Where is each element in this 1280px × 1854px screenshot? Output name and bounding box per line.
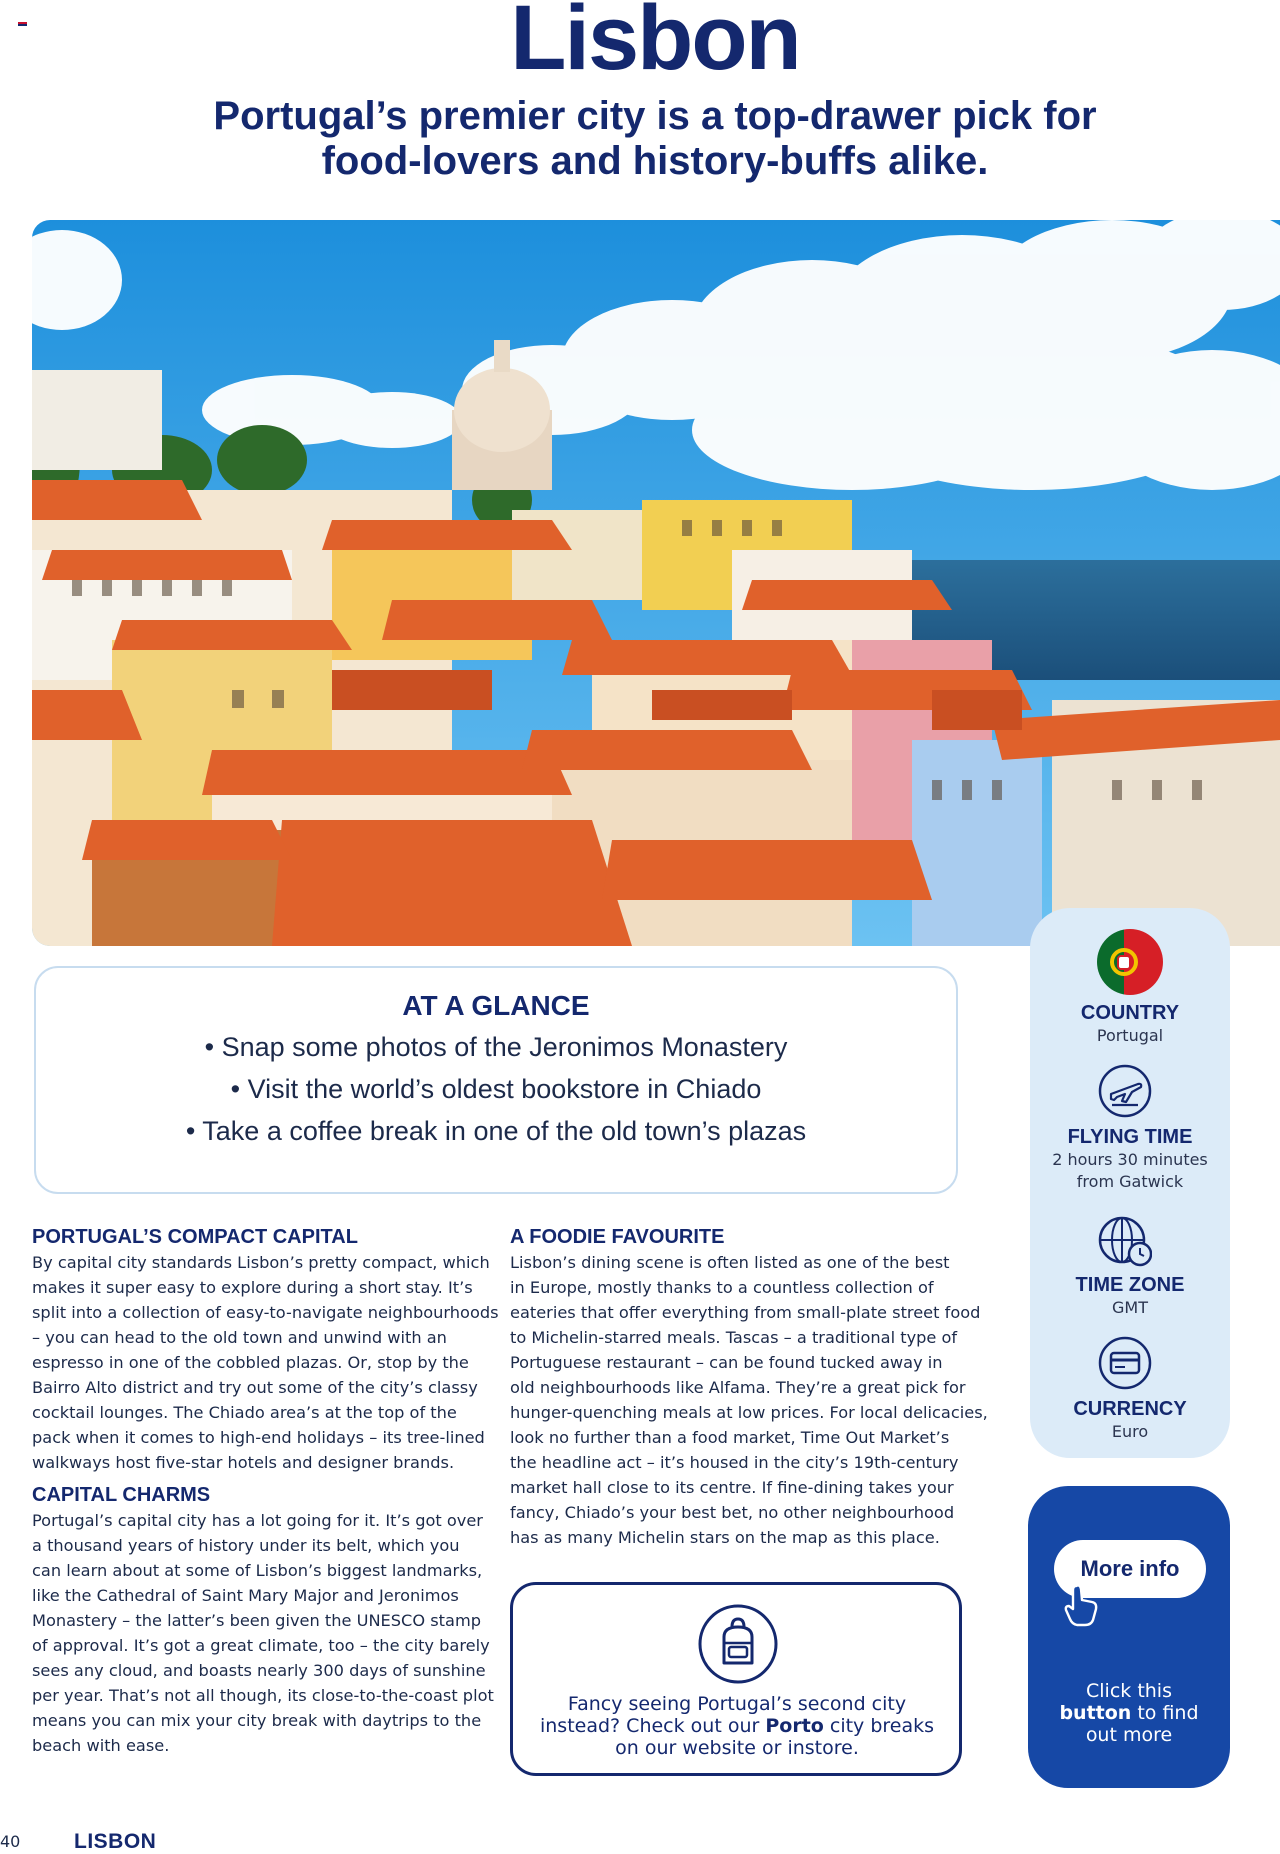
body-line: per year. That’s not all though, its close-to-the-coast plot [32, 1686, 494, 1705]
fact-currency-value: Euro [1111, 1422, 1149, 1441]
backpack-icon [697, 1603, 779, 1685]
porto-line-2-pre: instead? Check out our [539, 1715, 766, 1737]
body-line: like the Cathedral of Saint Mary Major and Jeronimos [32, 1586, 459, 1605]
body-line: cocktail lounges. The Chiado area’s at the top of the [32, 1403, 457, 1422]
globe-clock-icon [1098, 1214, 1152, 1268]
key-facts-panel [1030, 908, 1230, 1458]
body-line: old neighbourhoods like Alfama. They’re a great pick for [510, 1378, 966, 1397]
fact-currency [1030, 1398, 1230, 1443]
body-line: – you can head to the old town and unwind with an [32, 1328, 447, 1347]
section-body-compact-capital [32, 1250, 502, 1475]
page-subtitle [150, 94, 1160, 184]
fact-time-zone-label: TIME ZONE [1075, 1274, 1185, 1296]
porto-line-3: on our website or instore. [615, 1737, 859, 1759]
body-line: can learn about at some of Lisbon’s biggest landmarks, [32, 1561, 483, 1580]
body-line: pack when it comes to high-end holidays – its tree-lined [32, 1428, 485, 1447]
caption-line-1: Click this [1086, 1680, 1172, 1702]
body-line: eateries that offer everything from small-plate street food [510, 1303, 981, 1322]
fact-flying-time [1030, 1126, 1230, 1193]
porto-line-2 [533, 1715, 941, 1737]
body-line: in Europe, mostly thanks to a countless collection of [510, 1278, 934, 1297]
at-a-glance-title: AT A GLANCE [402, 990, 590, 1021]
body-line: look no further than a food market, Time Out Market’s [510, 1428, 950, 1447]
plane-icon [1098, 1064, 1152, 1118]
section-heading-foodie: A FOODIE FAVOURITE [510, 1226, 725, 1248]
body-line: of approval. It’s got a great climate, too – the city barely [32, 1636, 490, 1655]
page-number: 40 [0, 1832, 21, 1851]
section-body-foodie [510, 1250, 990, 1550]
body-line: market hall close to its centre. If fine-dining takes your [510, 1478, 954, 1497]
section-heading-compact-capital: PORTUGAL’S COMPACT CAPITAL [32, 1226, 358, 1248]
card-icon [1098, 1336, 1152, 1390]
body-line: Portuguese restaurant – can be found tucked away in [510, 1353, 943, 1372]
caption-bold: button [1059, 1702, 1132, 1724]
body-line: a thousand years of history under its belt, which you [32, 1536, 460, 1555]
body-line: split into a collection of easy-to-navigate neighbourhoods [32, 1303, 499, 1322]
body-line: By capital city standards Lisbon’s pretty compact, which [32, 1253, 490, 1272]
section-heading-capital-charms: CAPITAL CHARMS [32, 1484, 211, 1506]
footer-section-label: LISBON [74, 1830, 157, 1853]
more-info-panel [1028, 1486, 1230, 1788]
body-line: the headline act – it’s housed in the city’s 19th-century [510, 1453, 959, 1472]
fact-flying-time-value: from Gatwick [1076, 1172, 1184, 1191]
body-line: makes it super easy to explore during a short stay. It’s [32, 1278, 473, 1297]
at-a-glance-box [34, 966, 958, 1194]
caption-line-3: out more [1085, 1724, 1173, 1746]
fact-country-value: Portugal [1096, 1026, 1164, 1045]
body-line: Monastery – the latter’s been given the UNESCO stamp [32, 1611, 481, 1630]
glance-item: • Take a coffee break in one of the old town’s plazas [185, 1116, 807, 1146]
fact-time-zone-value: GMT [1112, 1298, 1148, 1317]
body-line: walkways host five-star hotels and designer brands. [32, 1453, 455, 1472]
body-line: fancy, Chiado’s your best bet, no other neighbourhood [510, 1503, 955, 1522]
section-body-capital-charms [32, 1508, 502, 1758]
body-line: Bairro Alto district and try out some of the city’s classy [32, 1378, 478, 1397]
fact-currency-label: CURRENCY [1073, 1398, 1187, 1420]
fact-flying-time-value: 2 hours 30 minutes [1052, 1150, 1208, 1169]
porto-link-text[interactable]: Porto [765, 1715, 824, 1737]
subtitle-line-2: food-lovers and history-buffs alike. [321, 139, 989, 183]
fact-time-zone [1030, 1274, 1230, 1319]
body-line: has as many Michelin stars on the map as this place. [510, 1528, 940, 1547]
porto-line-1: Fancy seeing Portugal’s second city [567, 1693, 907, 1715]
body-line: Lisbon’s dining scene is often listed as one of the best [510, 1253, 950, 1272]
body-line: hunger-quenching meals at low prices. For local delicacies, [510, 1403, 988, 1422]
body-line: means you can mix your city break with daytrips to the [32, 1711, 482, 1730]
fact-country-label: COUNTRY [1080, 1002, 1180, 1024]
porto-line-2-post: city breaks [823, 1715, 935, 1737]
fact-country [1030, 1002, 1230, 1047]
hero-image-lisbon-rooftops [32, 220, 1280, 946]
glance-item: • Visit the world’s oldest bookstore in Chiado [230, 1074, 762, 1104]
body-line: espresso in one of the cobbled plazas. Or, stop by the [32, 1353, 469, 1372]
subtitle-line-1: Portugal’s premier city is a top-drawer pick for [213, 94, 1097, 138]
portugal-flag-icon [1096, 928, 1164, 996]
body-line: Portugal’s capital city has a lot going for it. It’s got over [32, 1511, 483, 1530]
more-info-button[interactable]: More info [1054, 1540, 1206, 1598]
porto-promo-text [533, 1693, 941, 1759]
caption-line-2 [1028, 1702, 1230, 1724]
pointer-hand-icon [1062, 1582, 1102, 1628]
glance-item: • Snap some photos of the Jeronimos Monastery [204, 1032, 788, 1062]
body-line: to Michelin-starred meals. Tascas – a traditional type of [510, 1328, 958, 1347]
body-line: sees any cloud, and boasts nearly 300 days of sunshine [32, 1661, 486, 1680]
porto-promo-box [510, 1582, 962, 1776]
body-line: beach with ease. [32, 1736, 170, 1755]
page-title: Lisbon [510, 0, 800, 89]
caption-line-2-post: to find [1131, 1702, 1199, 1724]
more-info-caption [1028, 1680, 1230, 1746]
fact-flying-time-label: FLYING TIME [1067, 1126, 1193, 1148]
